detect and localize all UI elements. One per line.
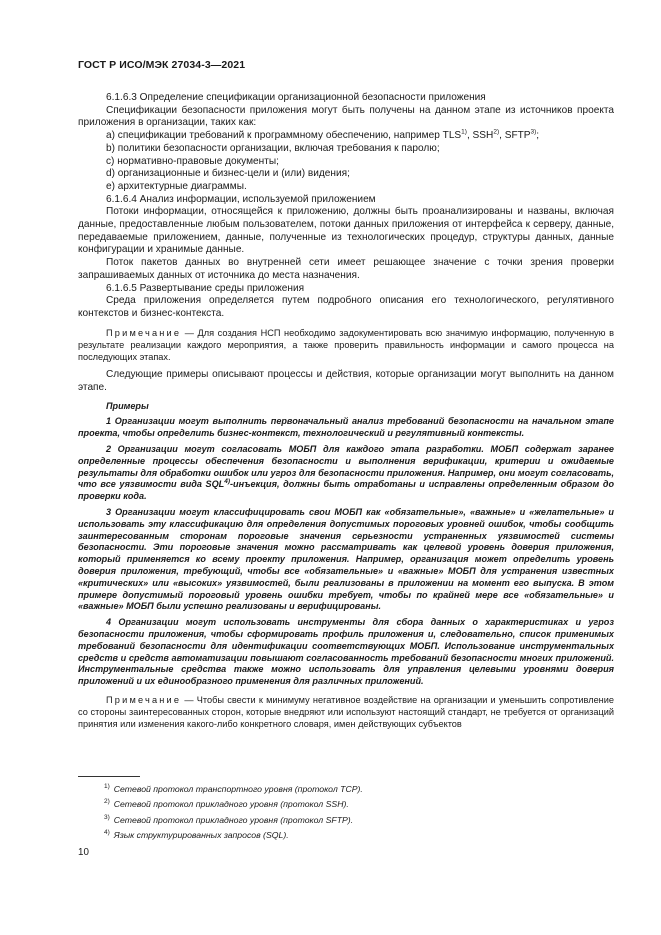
footnote-ref-4: 4)	[224, 478, 231, 486]
footnote-1: $^{1)}$ Сетевой протокол транспортного уровня (протокол TCP).	[104, 783, 363, 794]
list-item-c: c) нормативно-правовые документы;	[106, 155, 279, 167]
section-6-1-6-4-paragraph-2: Поток пакетов данных во внутренней сети имеет решающее значение с точки зрения проверки запрашиваемых данных от источника до места назначения.	[78, 257, 614, 281]
example-4: 4 Организации могут использовать инструменты для сбора данных о характеристиках и угроз безопасности приложения, чтобы сформировать профиль приложения и, следовательно, список применимых требований безопасности для идентификации соответствующих МОБП. Использование инструментальных средств и средств автоматизации повышают согласованность требований безопасности многих приложений. Инструментальные средства также можно использовать для управления целевыми уровнями доверия приложений и их единообразного применения для различных приложений.	[78, 617, 614, 687]
footnotes	[104, 782, 363, 843]
note-label: Примечание	[106, 695, 182, 705]
section-6-1-6-5-paragraph-1: Среда приложения определяется путем подробного описания его технологического, регулятивного контекстов и бизнес-контекста.	[78, 295, 614, 319]
footnote-divider	[78, 776, 140, 777]
page-number: 10	[78, 847, 89, 858]
section-6-1-6-3-title: 6.1.6.3 Определение спецификации организационной безопасности приложения	[106, 92, 486, 103]
examples-heading: Примеры	[106, 400, 149, 411]
document-body	[78, 92, 614, 731]
footnote-ref-1: 1)	[461, 128, 467, 136]
list-item-a: a) спецификации требований к программному обеспечению, например TLS$^{1)}$, SSH$^{2)}$, SFTP$^{3)}$;	[106, 128, 540, 142]
section-6-1-6-5-title: 6.1.6.5 Развертывание среды приложения	[106, 282, 305, 294]
example-3: 3 Организации могут классифицировать свои МОБП как «обязательные», «важные» и «желательные» и использовать эту классификацию для определения допустимых пороговых уровней ошибок, чтобы сообщить заинтересованным сторонам пороговые значения серьезности устраненных уязвимостей системы безопасности. Эти пороговые значения можно рассматривать как целевой уровень доверия приложения, который применяется ко всему проекту приложения. Например, организация может определить уровень доверия приложения, требующий, чтобы все «обязательные» и «важные» МОБП для устранения известных «критических» или «высоких» уязвимостей, были реализованы в приложении на момент его выпуска. В этом примере допустимый пороговый уровень ошибки требует, чтобы по крайней мере все «обязательные» и «важные» МОБП были успешно реализованы и верифицированы.	[78, 507, 614, 612]
footnote-3: $^{3)}$ Сетевой протокол прикладного уровня (протокол SFTP).	[104, 813, 354, 825]
section-6-1-6-4-title: 6.1.6.4 Анализ информации, используемой приложением	[106, 193, 376, 205]
footnote-2: $^{2)}$ Сетевой протокол прикладного уровня (протокол SSH).	[104, 798, 349, 810]
example-2: 2 Организации могут согласовать МОБП для каждого этапа разработки. МОБП содержат заранее определенные процессы обеспечения безопасности и выполнения верификации, критерии и ожидаемые результаты для обработки ошибок или угроз для безопасности приложения. Например, они могут согласовать, что все уязвимости вида SQL$^{4)}$-инъекция, должны быть отработаны и исправлены определенным образом до проверки кода.	[78, 444, 614, 502]
footnote-4: $^{4)}$ Язык структурированных запросов (SQL).	[104, 829, 289, 840]
note-2: Примечание — Чтобы свести к минимуму негативное воздействие на организации и уменьшить сопротивление со стороны заинтересованных сторон, которые внедряют или используют настоящий стандарт, не требуется от организаций принятия или изменения какого-либо конкретного словаря, имен действующих субъектов	[78, 695, 614, 730]
note-1: Примечание — Для создания НСП необходимо задокументировать всю значимую информацию, полученную в результате реализации каждого мероприятия, а также проверить правильность информации и самого процесса на последующих этапах.	[78, 327, 614, 363]
section-6-1-6-3-intro: Спецификации безопасности приложения могут быть получены на данном этапе из источников проекта приложения в организации, таких как:	[78, 104, 614, 129]
list-item-b: b) политики безопасности организации, включая требования к паролю;	[106, 142, 440, 154]
section-6-1-6-4-paragraph-1: Потоки информации, относящейся к приложению, должны быть проанализированы и названы, включая данные, предоставленные любым пользователем, потоки данных приложения от интерфейса к серверу, данные, передаваемые приложением, данные, полученные из технологических процедур, структуры данных, данные конфигурации и хранимые данные.	[78, 206, 614, 256]
example-1: 1 Организации могут выполнить первоначальный анализ требований безопасности на начальном этапе проекта, чтобы определить бизнес-контекст, технологический и регулятивный контексты.	[78, 416, 614, 439]
note-label: Примечание	[106, 327, 182, 338]
footnote-ref-3: 3)	[530, 128, 537, 136]
list-item-d: d) организационные и бизнес-цели и (или) видения;	[106, 168, 350, 180]
standard-header: ГОСТ Р ИСО/МЭК 27034-3—2021	[78, 59, 246, 71]
footnote-ref-2: 2)	[493, 128, 500, 136]
list-item-e: e) архитектурные диаграммы.	[106, 180, 247, 192]
section-6-1-6-5-paragraph-2: Следующие примеры описывают процессы и действия, которые организации могут выполнить на данном этапе.	[78, 369, 614, 393]
